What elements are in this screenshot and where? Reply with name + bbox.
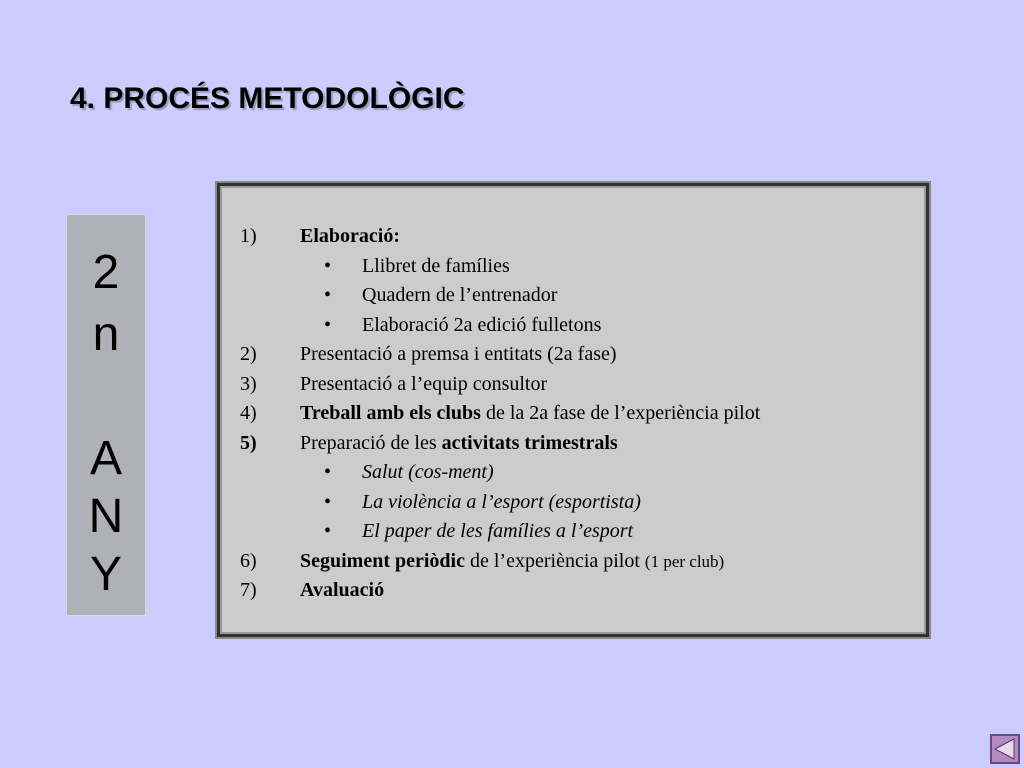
next-slide-arrow-icon (992, 736, 1018, 762)
year-char: 2 (92, 246, 120, 299)
item-text-bold: Seguiment periòdic (300, 549, 465, 572)
item-number: 2) (240, 343, 257, 365)
item-number: 6) (240, 549, 257, 572)
bullet-icon: • (324, 284, 332, 306)
year-char: Y (89, 548, 122, 601)
item-text-bold: Treball amb els clubs (300, 402, 481, 424)
subitem-text: Elaboració 2a edició fulletons (362, 313, 602, 336)
subitem-text: El paper de les famílies a l’esport (362, 520, 634, 542)
item-text: Presentació a premsa i entitats (2a fase) (300, 343, 617, 365)
item-text-bold: activitats trimestrals (441, 431, 618, 454)
item-text: Presentació a l’equip consultor (300, 372, 548, 395)
bullet-icon: • (324, 490, 332, 513)
item-text (300, 547, 724, 577)
item-text (300, 399, 760, 429)
subitem-text: Quadern de l’entrenador (362, 284, 558, 306)
item-text-rest: de la 2a fase de l’experiència pilot (480, 402, 761, 424)
content-box (217, 183, 929, 637)
item-number: 3) (240, 372, 257, 395)
item-text: Elaboració: (300, 225, 400, 247)
subitem-text: La violència a l’esport (esportista) (362, 490, 641, 513)
year-char: N (88, 490, 124, 543)
item-number: 5) (240, 431, 257, 454)
year-label-box (66, 214, 146, 616)
subitem-text: Salut (cos-ment) (362, 461, 494, 483)
bullet-icon: • (324, 461, 332, 483)
item-text-rest: de l’experiència pilot (465, 549, 645, 572)
item-text (300, 429, 618, 459)
subitem-text: Llibret de famílies (362, 254, 510, 277)
item-text-note: (1 per club) (644, 551, 725, 571)
item-number: 4) (240, 402, 257, 424)
next-slide-button[interactable] (990, 734, 1020, 764)
year-char: A (89, 432, 122, 485)
bullet-icon: • (324, 254, 332, 277)
bullet-icon: • (324, 520, 332, 542)
slide-title: 4. PROCÉS METODOLÒGIC (70, 82, 465, 115)
item-number: 7) (240, 579, 257, 601)
item-text-pre: Preparació de les (300, 431, 442, 454)
item-number: 1) (240, 225, 257, 247)
item-text: Avaluació (300, 579, 385, 601)
year-char: n (92, 308, 120, 361)
bullet-icon: • (324, 313, 332, 336)
